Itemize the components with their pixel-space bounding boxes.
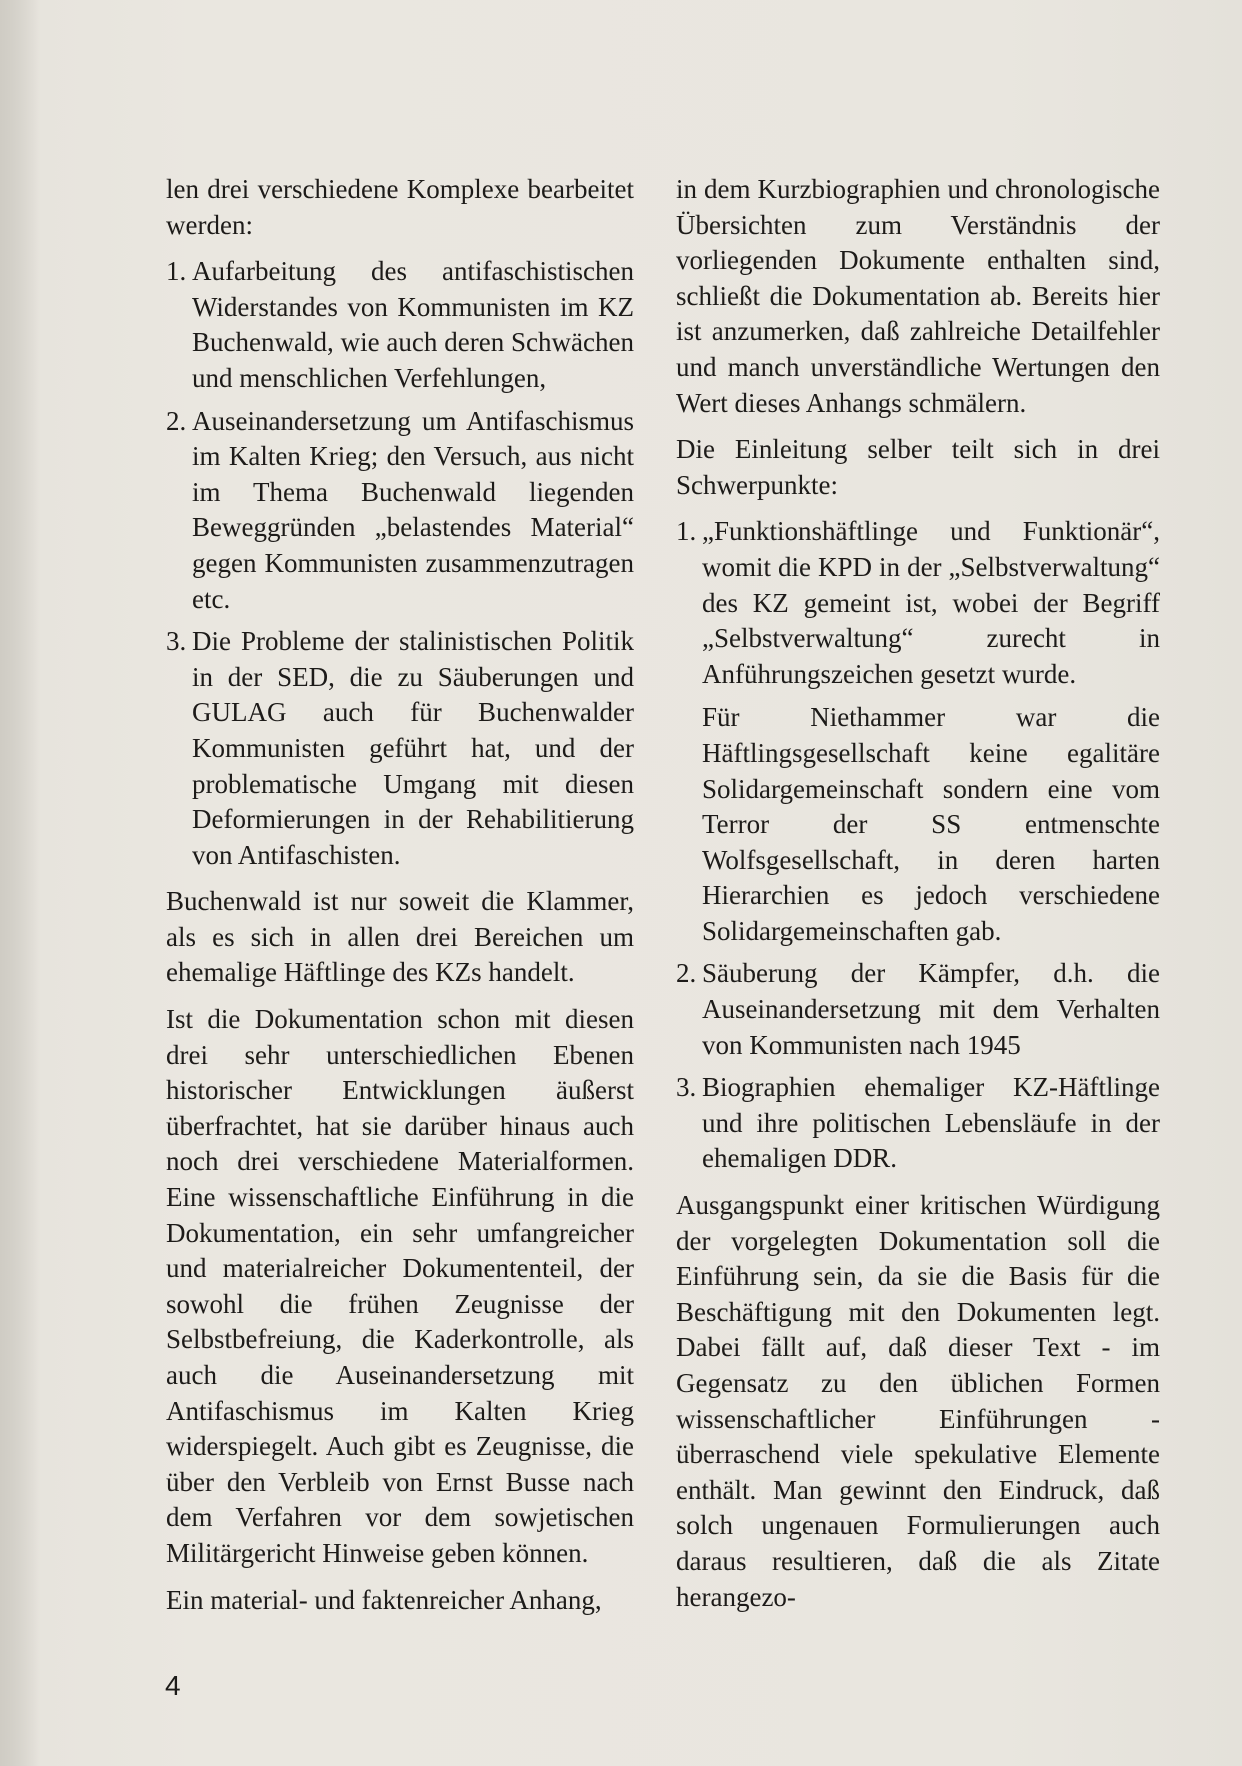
right-numbered-list [676,514,1160,1177]
intro-paragraph: len drei verschiedene Komplexe bearbeitet werden: [166,174,634,240]
list-item-number: 1. [676,516,697,547]
body-paragraph: Ausgangspunkt einer kritischen Würdigung der vorgelegten Dokumentation soll die Einführung sein, da sie die Basis für die Beschäftigung mit den Dokumenten legt. Dabei fällt auf, daß dieser Text - im Gegensatz zu den üblichen Formen wissenschaftlicher Einführungen - überraschend viele spekulative Elemente enthält. Man gewinnt den Eindruck, daß solch ungenauen Formulierungen auch daraus resultieren, daß die als Zitate herangezo- [676,1190,1160,1612]
right-column [676,172,1160,1626]
list-item-text: Die Probleme der stalinistischen Politik in der SED, die zu Säuberungen und GULAG auch für Buchenwalder Kommunisten geführt hat, und der problematische Umgang mit diesen Deformierungen in der Rehabilitierung von Antifaschisten. [192,626,634,870]
body-paragraph: Ist die Dokumentation schon mit diesen drei sehr unterschiedlichen Ebenen historischer Entwicklungen äußerst überfrachtet, hat sie darüber hinaus auch noch drei verschiedene Materialformen. Eine wissenschaftliche Einführung in die Dokumentation, ein sehr umfangreicher und materialreicher Dokumententeil, der sowohl die frühen Zeugnisse der Selbstbefreiung, die Kaderkontrolle, als auch die Auseinandersetzung mit Antifaschismus im Kalten Krieg widerspiegelt. Auch gibt es Zeugnisse, die über den Verbleib von Ernst Busse nach dem Verfahren vor dem sowjetischen Militärgericht Hinweise geben können. [166,1004,634,1568]
body-paragraph: Ein material- und faktenreicher Anhang, [166,1584,602,1615]
body-paragraph: Die Einleitung selber teilt sich in drei Schwerpunkte: [676,434,1160,500]
list-item-body [702,514,1160,949]
list-item-text: Biographien ehemaliger KZ-Häftlinge und ihre politischen Lebensläufe in der ehemaligen DDR. [702,1072,1160,1174]
list-item-subparagraph: Für Niethammer war die Häftlingsgesellschaft keine egalitäre Solidargemeinschaft sondern eine vom Terror der SS entmenschte Wolfsgesellschaft, in deren harten Hierarchien es jedoch verschiedene Solidargemeinschaften gab. [702,702,1160,946]
list-item-number: 2. [166,405,187,436]
list-item-number: 1. [166,256,187,287]
list-item-text: Aufarbeitung des antifaschistischen Widerstandes von Kommunisten im KZ Buchenwald, wie auch deren Schwächen und menschlichen Verfehlungen, [192,256,634,393]
body-paragraph: in dem Kurzbiographien und chronologische Übersichten zum Verständnis der vorliegenden Dokumente enthalten sind, schließt die Dokumentation ab. Bereits hier ist anzumerken, daß zahlreiche Detailfehler und manch unverständliche Wertungen den Wert dieses Anhangs schmälern. [676,174,1160,418]
list-item-number: 3. [166,626,187,657]
list-item-number: 3. [676,1072,697,1103]
left-numbered-list [166,254,634,873]
list-item-text: „Funktionshäftlinge und Funktionär“, womit die KPD in der „Selbstverwaltung“ des KZ gemeint ist, wobei der Begriff „Selbstverwaltung“ zurecht in Anführungszeichen gesetzt wurde. [702,516,1160,689]
page-binding-shadow [0,0,40,1766]
list-item [166,254,634,396]
list-item [676,956,1160,1063]
list-item-number: 2. [676,958,697,989]
list-item-text: Säuberung der Kämpfer, d.h. die Auseinandersetzung mit dem Verhalten von Kommunisten nach 1945 [702,958,1160,1060]
page-number: 4 [165,1670,181,1701]
body-paragraph: Buchenwald ist nur soweit die Klammer, als es sich in allen drei Bereichen um ehemalige Häftlinge des KZs handelt. [166,886,634,988]
list-item [166,624,634,873]
list-item [166,404,634,618]
list-item [676,514,1160,949]
list-item [676,1070,1160,1177]
list-item-text: Auseinandersetzung um Antifaschismus im Kalten Krieg; den Versuch, aus nicht im Thema Buchenwald liegenden Beweggründen „belastendes Material“ gegen Kommunisten zusammenzutragen etc. [192,405,634,614]
left-column [166,172,634,1629]
